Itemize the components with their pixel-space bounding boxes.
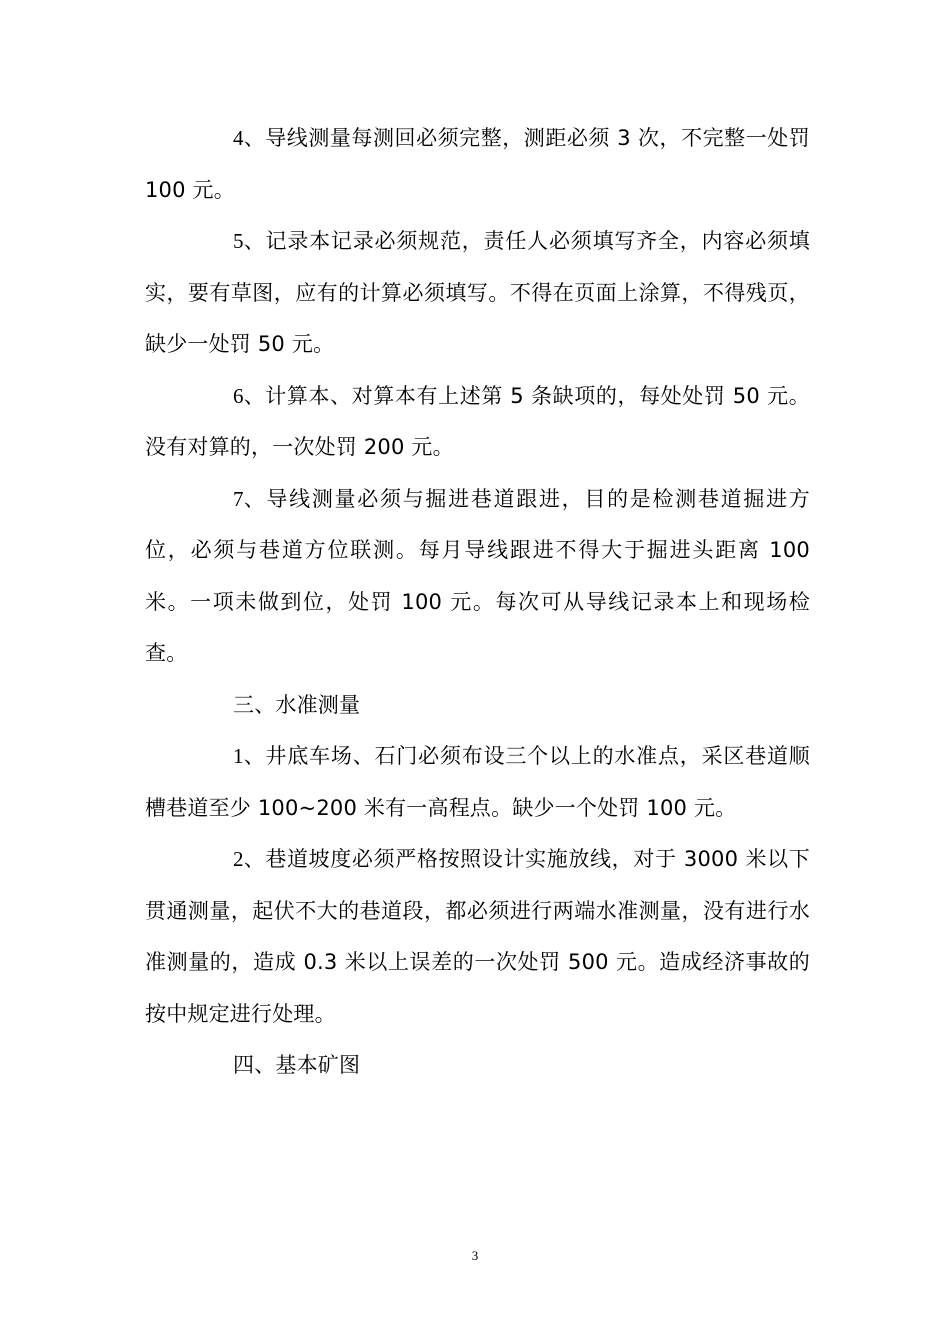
section-heading-4 xyxy=(145,1040,810,1092)
item-number: 7、 xyxy=(233,486,265,511)
section-heading-3 xyxy=(145,680,810,732)
item-number: 1、 xyxy=(233,744,265,768)
section-number: 三、 xyxy=(233,692,276,717)
item-text: 计算本、对算本有上述第 5 条缺项的，每处处罚 50 元。没有对算的，一次处罚 200 元。 xyxy=(145,383,810,459)
item-text: 导线测量每测回必须完整，测距必须 3 次，不完整一处罚 100 元。 xyxy=(145,126,810,202)
paragraph-item-5 xyxy=(145,216,810,371)
item-number: 6、 xyxy=(233,383,265,408)
paragraph-item-7 xyxy=(145,474,810,680)
page-number: 3 xyxy=(471,1248,479,1263)
item-text: 导线测量必须与掘进巷道跟进，目的是检测巷道掘进方位，必须与巷道方位联测。每月导线跟进不得大于掘进头距离 100 米。一项未做到位，处罚 100 元。每次可从导线记录本上和现场检查。 xyxy=(145,486,810,665)
item-text: 井底车场、石门必须布设三个以上的水准点，采区巷道顺槽巷道至少 100~200 米有一高程点。缺少一个处罚 100 元。 xyxy=(145,744,810,820)
section-title: 基本矿图 xyxy=(275,1053,361,1077)
section3-item-1 xyxy=(145,731,810,834)
section3-item-2 xyxy=(145,834,810,1040)
section-title: 水准测量 xyxy=(275,692,361,717)
item-number: 4、 xyxy=(233,126,265,150)
item-text: 记录本记录必须规范，责任人必须填写齐全，内容必须填实，要有草图，应有的计算必须填写。不得在页面上涂算，不得残页，缺少一处罚 50 元。 xyxy=(145,229,810,356)
item-number: 5、 xyxy=(233,229,265,253)
paragraph-item-4 xyxy=(145,113,810,216)
paragraph-item-6 xyxy=(145,371,810,474)
section-number: 四、 xyxy=(233,1053,276,1077)
item-text: 巷道坡度必须严格按照设计实施放线，对于 3000 米以下贯通测量，起伏不大的巷道段，都必须进行两端水准测量，没有进行水准测量的，造成 0.3 米以上误差的一次处罚 500 元。造成经济事故的按中规定进行处理。 xyxy=(145,847,810,1026)
item-number: 2、 xyxy=(233,847,265,871)
document-body xyxy=(145,113,810,1092)
